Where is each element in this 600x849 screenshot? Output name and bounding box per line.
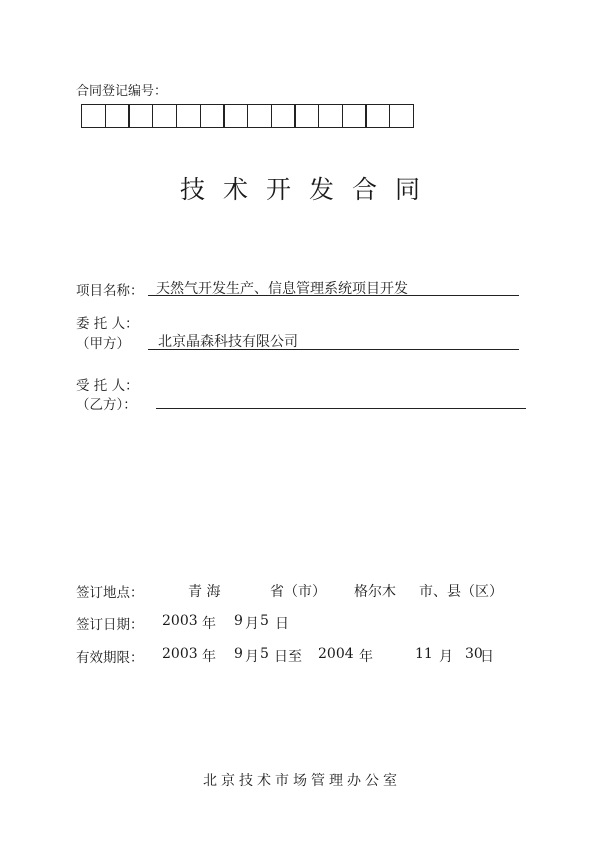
- signing-date-day[interactable]: 5: [260, 613, 269, 629]
- validity-start-month-unit: 月: [245, 649, 259, 665]
- registration-digit-box[interactable]: [152, 104, 177, 128]
- issuing-office: 北京技术市场管理办公室: [203, 773, 401, 789]
- signing-date-year[interactable]: 2003: [162, 613, 198, 629]
- signing-date-year-unit: 年: [202, 616, 216, 632]
- signing-city[interactable]: 格尔木: [354, 584, 396, 600]
- validity-end-month-unit: 月: [439, 649, 453, 665]
- registration-digit-box[interactable]: [247, 104, 272, 128]
- registration-digit-box[interactable]: [294, 104, 319, 128]
- signing-date-day-unit: 日: [275, 616, 289, 632]
- contractor-party-label: （乙方）：: [76, 397, 137, 413]
- client-underline: [148, 349, 519, 350]
- validity-end-day[interactable]: 30: [465, 646, 483, 662]
- contractor-label: 受 托 人：: [76, 378, 139, 394]
- signing-province-unit: 省（市）: [270, 584, 326, 600]
- signing-date-label: 签订日期：: [76, 617, 144, 633]
- project-name-value[interactable]: 天然气开发生产、信息管理系统项目开发: [156, 281, 408, 297]
- signing-province[interactable]: 青 海: [188, 584, 221, 600]
- project-name-label: 项目名称：: [76, 283, 144, 299]
- registration-digit-box[interactable]: [176, 104, 201, 128]
- project-name-underline: [148, 295, 519, 296]
- registration-digit-box[interactable]: [105, 104, 130, 128]
- contract-title: 技术开发合同: [179, 175, 438, 204]
- registration-number-boxes[interactable]: [81, 104, 413, 128]
- registration-digit-box[interactable]: [81, 104, 106, 128]
- registration-number-label: 合同登记编号：: [76, 84, 168, 99]
- contractor-underline: [156, 408, 526, 409]
- validity-start-month[interactable]: 9: [234, 646, 243, 662]
- signing-city-unit: 市、县（区）: [419, 584, 503, 600]
- registration-digit-box[interactable]: [365, 104, 390, 128]
- validity-label: 有效期限：: [76, 650, 144, 666]
- registration-digit-box[interactable]: [342, 104, 367, 128]
- validity-end-day-unit: 日: [480, 649, 494, 665]
- validity-start-day[interactable]: 5: [260, 646, 269, 662]
- validity-to-label: 日至: [274, 649, 302, 665]
- registration-digit-box[interactable]: [271, 104, 296, 128]
- registration-digit-box[interactable]: [318, 104, 343, 128]
- validity-end-year-unit: 年: [359, 649, 373, 665]
- client-label: 委 托 人：: [76, 316, 139, 332]
- client-party-label: （甲方）: [76, 336, 130, 352]
- validity-end-year[interactable]: 2004: [318, 646, 354, 662]
- validity-start-year[interactable]: 2003: [162, 646, 198, 662]
- validity-start-year-unit: 年: [202, 649, 216, 665]
- signing-date-month-unit: 月: [245, 616, 259, 632]
- validity-end-month[interactable]: 11: [415, 646, 433, 662]
- client-name-value[interactable]: 北京晶森科技有限公司: [158, 334, 298, 350]
- signing-date-month[interactable]: 9: [234, 613, 243, 629]
- registration-digit-box[interactable]: [223, 104, 248, 128]
- registration-digit-box[interactable]: [200, 104, 225, 128]
- registration-digit-box[interactable]: [389, 104, 414, 128]
- registration-digit-box[interactable]: [128, 104, 153, 128]
- signing-place-label: 签订地点：: [76, 585, 144, 601]
